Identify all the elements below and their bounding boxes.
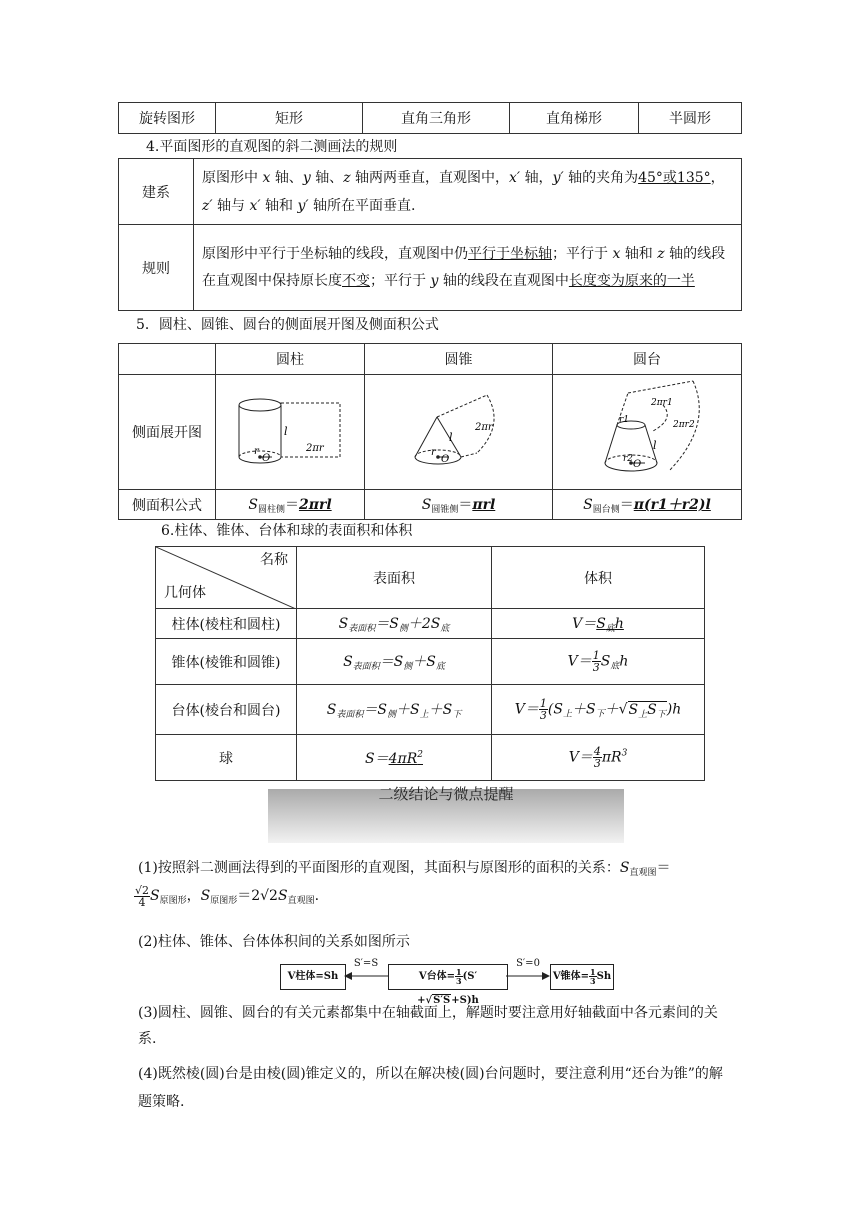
cyl-formula: $S_{圆柱侧}=2\pi rl$ — [216, 490, 365, 520]
label-O: O — [633, 459, 642, 470]
row-label: 台体(棱台和圆台) — [156, 685, 297, 735]
cone-formula: $S_{圆锥侧}=\pi rl$ — [365, 490, 553, 520]
arrow-left-icon — [344, 968, 388, 984]
row-label: 柱体(棱柱和圆柱) — [156, 609, 297, 639]
rot-cell: 矩形 — [216, 103, 363, 134]
cone-net-cell — [365, 375, 553, 490]
sphere-vol: V＝ $\frac{4}{3}$ $\pi R^3$ — [492, 735, 705, 781]
section-header: 二级结论与微点提醒 — [268, 789, 624, 843]
note-3: (3)圆柱、圆锥、圆台的有关元素都集中在轴截面上，解题时要注意用好轴截面中各元素间的关系. — [138, 1005, 718, 1047]
rot-cell: 直角梯形 — [510, 103, 639, 134]
head-name: 名称 — [260, 552, 288, 568]
label-2pir: 2πr — [475, 422, 493, 433]
prism-area: $S_{表面积}=S_侧+2S_底$ — [297, 609, 492, 639]
sec4-r2-text: 原图形中平行于坐标轴的线段，直观图中仍平行于坐标轴；平行于 x 轴和 z 轴的线段在直观图中保持原长度不变；平行于 y 轴的线段在直观图中长度变为原来的一半 — [194, 225, 742, 311]
frustum-formula: $S_{圆台侧}=\pi(r1+r2)l$ — [553, 490, 742, 520]
label-2pir: 2πr — [306, 443, 324, 454]
section-5-title: 5．圆柱、圆锥、圆台的侧面展开图及侧面积公式 — [136, 317, 439, 333]
box-prism: V柱体=Sh — [280, 964, 346, 990]
rotation-table — [118, 102, 742, 134]
box-cone: V锥体= $\frac{1}{3}$ Sh — [550, 964, 614, 990]
rot-cell: 半圆形 — [639, 103, 742, 134]
label-O: O — [262, 453, 271, 464]
cylinder-net-diagram — [216, 375, 364, 485]
rot-cell: 旋转图形 — [119, 103, 216, 134]
sec5-table — [118, 343, 742, 520]
cylinder-net-cell — [216, 375, 365, 490]
box-frustum: V台体= $\frac{1}{3}$ (S′+√S′S+S)h — [388, 964, 508, 990]
sec5-header: 圆锥 — [365, 344, 553, 375]
sec5-row-label: 侧面积公式 — [119, 490, 216, 520]
row-label: 锥体(棱锥和圆锥) — [156, 639, 297, 685]
cone-vol: V＝ $\frac{1}{3}$ $S_底h$ — [492, 639, 705, 685]
sec4-label: 建系 — [119, 159, 194, 225]
sec6-table — [155, 546, 705, 781]
cone-net-diagram — [365, 375, 552, 485]
prism-vol: $V=S_底h$ — [492, 609, 705, 639]
frustum-vol: V＝ $\frac{1}{3}$ $(S_上+S_下+√S_上S_下)h$ — [492, 685, 705, 735]
blank-cell — [119, 344, 216, 375]
label-r: r — [431, 447, 436, 458]
sec5-header: 圆柱 — [216, 344, 365, 375]
head-body: 几何体 — [164, 585, 206, 601]
frustum-area: $S_{表面积}=S_侧+S_上+S_下$ — [297, 685, 492, 735]
row-label: 球 — [156, 735, 297, 781]
arrow-label-1: S′=S — [353, 958, 379, 969]
head-area: 表面积 — [297, 547, 492, 609]
label-2pir2: 2πr2 — [673, 420, 695, 430]
sec5-row-label: 侧面展开图 — [119, 375, 216, 490]
label-r1: r1 — [619, 415, 630, 425]
note-2: (2)柱体、锥体、台体体积间的关系如图所示 — [138, 934, 410, 950]
note-4: (4)既然棱(圆)台是由棱(圆)锥定义的，所以在解决棱(圆)台问题时，要注意利用“还台为锥”的解题策略. — [138, 1066, 723, 1110]
section-4-title: 4.平面图形的直观图的斜二测画法的规则 — [146, 139, 398, 155]
frustum-net-diagram — [553, 375, 741, 485]
diag-header-cell — [156, 547, 297, 609]
sec4-r1-text: 原图形中 x 轴、y 轴、z 轴两两垂直，直观图中，x′ 轴，y′ 轴的夹角为45°或135°， z′ 轴与 x′ 轴和 y′ 轴所在平面垂直. — [194, 159, 742, 225]
note-1-cont: $\frac{√2}{4}$ $S_{原图形}$，$S_{原图形}=2√2S_{直观图}$. — [135, 883, 320, 909]
label-O: O — [441, 454, 450, 465]
cone-area: $S_{表面积}=S_侧+S_底$ — [297, 639, 492, 685]
arrow-right-icon — [506, 968, 550, 984]
note-1: (1)按照斜二测画法得到的平面图形的直观图，其面积与原图形的面积的关系：$S_{直观图}=$ — [138, 860, 671, 878]
sec4-label: 规则 — [119, 225, 194, 311]
sphere-area: $S=4\pi R^2$ — [297, 735, 492, 781]
sec5-header: 圆台 — [553, 344, 742, 375]
rot-cell: 直角三角形 — [363, 103, 510, 134]
label-l: l — [653, 439, 657, 452]
sec4-table — [118, 158, 742, 311]
label-r: r — [254, 446, 259, 457]
label-r2: r2 — [623, 454, 634, 464]
frustum-net-cell — [553, 375, 742, 490]
label-l: l — [449, 431, 453, 444]
head-vol: 体积 — [492, 547, 705, 609]
label-2pir1: 2πr1 — [651, 398, 673, 408]
arrow-label-2: S′=0 — [516, 958, 540, 969]
label-l: l — [284, 425, 288, 438]
section-6-title: 6.柱体、锥体、台体和球的表面积和体积 — [161, 523, 413, 539]
